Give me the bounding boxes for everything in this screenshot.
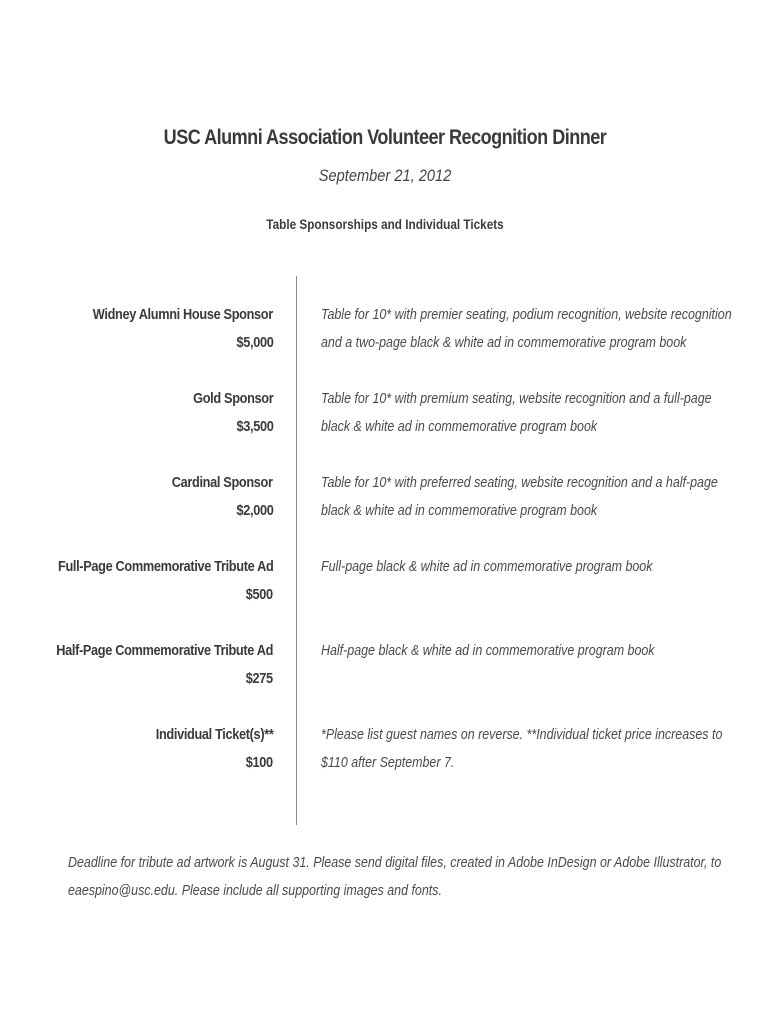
footer-line: eaespino@usc.edu. Please include all supporting images and fonts. [68, 882, 442, 899]
sponsorship-label [0, 721, 273, 777]
event-date: September 21, 2012 [318, 166, 452, 185]
sponsorship-name: Half-Page Commemorative Tribute Ad [56, 642, 273, 659]
sponsorship-description [321, 301, 751, 357]
sponsorship-label [0, 385, 273, 441]
description-line: and a two-page black & white ad in commemorative program book [321, 334, 687, 351]
description-line: Table for 10* with premium seating, website recognition and a full-page [321, 390, 712, 407]
section-subtitle: Table Sponsorships and Individual Tickets [266, 216, 504, 232]
sponsorship-price: $500 [245, 586, 273, 603]
sponsorship-description [321, 637, 751, 665]
description-line: black & white ad in commemorative program book [321, 418, 598, 435]
page-title: USC Alumni Association Volunteer Recognition Dinner [163, 126, 607, 149]
sponsorship-label [0, 553, 273, 609]
description-line: Table for 10* with premier seating, podium recognition, website recognition [321, 306, 732, 323]
sponsorship-name: Widney Alumni House Sponsor [92, 306, 273, 323]
sponsorship-name: Individual Ticket(s)** [155, 726, 273, 743]
sponsorship-description [321, 385, 751, 441]
description-line: *Please list guest names on reverse. **Individual ticket price increases to [321, 726, 723, 743]
sponsorship-name: Cardinal Sponsor [172, 474, 273, 491]
sponsorship-price: $5,000 [236, 334, 273, 351]
description-line: Full-page black & white ad in commemorative program book [321, 558, 653, 575]
sponsorship-description [321, 721, 751, 777]
deadline-note [68, 849, 728, 905]
sponsorship-price: $275 [245, 670, 273, 687]
sponsorship-price: $2,000 [236, 502, 273, 519]
vertical-divider [296, 276, 297, 825]
sponsorship-name: Gold Sponsor [192, 390, 273, 407]
sponsorship-label [0, 637, 273, 693]
description-line: Table for 10* with preferred seating, website recognition and a half-page [321, 474, 718, 491]
description-line: black & white ad in commemorative program book [321, 502, 598, 519]
sponsorship-name: Full-Page Commemorative Tribute Ad [57, 558, 273, 575]
sponsorship-price: $100 [245, 754, 273, 771]
description-line: Half-page black & white ad in commemorative program book [321, 642, 655, 659]
description-line: $110 after September 7. [321, 754, 455, 771]
sponsorship-description [321, 469, 751, 525]
footer-line: Deadline for tribute ad artwork is August 31. Please send digital files, created in Adobe InDesign or Adobe Illustrator, to [68, 854, 722, 871]
sponsorship-description [321, 553, 751, 581]
sponsorship-price: $3,500 [236, 418, 273, 435]
sponsorship-label [0, 301, 273, 357]
sponsorship-label [0, 469, 273, 525]
